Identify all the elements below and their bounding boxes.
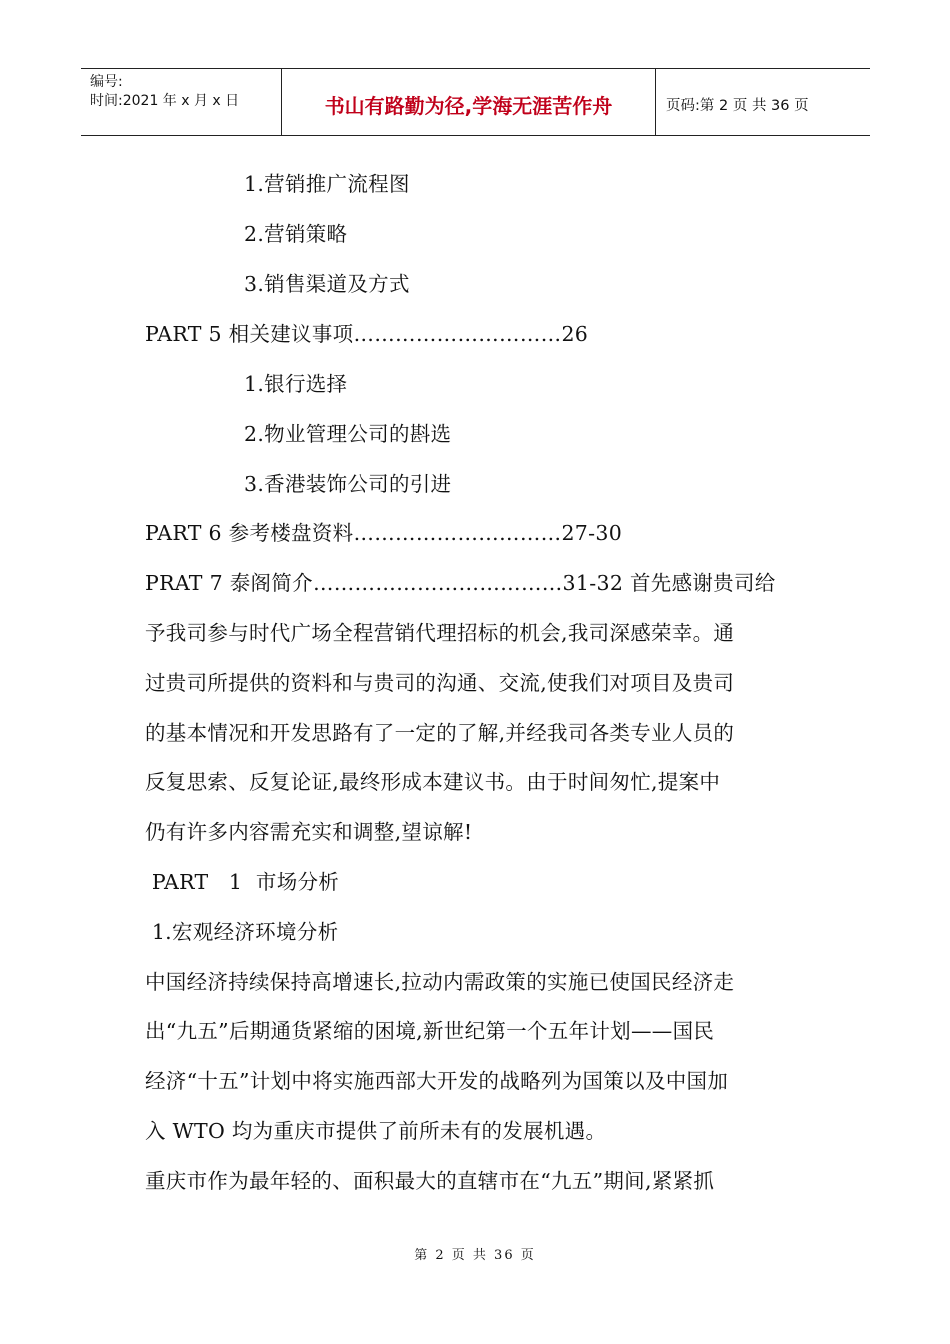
section-heading: PART 1 市场分析 (145, 870, 340, 894)
header-motto: 书山有路勤为径,学海无涯苦作舟 (282, 69, 656, 135)
toc-item: 3.香港装饰公司的引进 (244, 472, 452, 496)
toc-part-heading: PART 5 相关建议事项…………………………26 (145, 322, 589, 346)
paragraph-line: 经济“十五”计划中将实施西部大开发的战略列为国策以及中国加 (145, 1069, 729, 1093)
paragraph-line: 入 WTO 均为重庆市提供了前所未有的发展机遇。 (145, 1119, 607, 1143)
toc-part-heading: PRAT 7 泰阁简介………………………………31-32 首先感谢贵司给 (145, 571, 776, 595)
paragraph-line: 出“九五”后期通货紧缩的困境,新世纪第一个五年计划——国民 (145, 1019, 715, 1043)
toc-item: 2.物业管理公司的斟选 (244, 422, 452, 446)
page-footer: 第 2 页 共 36 页 (414, 1248, 536, 1263)
section-subheading: 1.宏观经济环境分析 (145, 920, 339, 944)
toc-item: 3.销售渠道及方式 (244, 272, 410, 296)
toc-part-heading: PART 6 参考楼盘资料…………………………27-30 (145, 521, 623, 545)
toc-item: 1.银行选择 (244, 372, 348, 396)
paragraph-line: 过贵司所提供的资料和与贵司的沟通、交流,使我们对项目及贵司 (145, 671, 735, 695)
paragraph-line: 反复思索、反复论证,最终形成本建议书。由于时间匆忙,提案中 (145, 770, 721, 794)
header-meta (81, 69, 282, 135)
document-header (81, 68, 870, 136)
paragraph-line: 仍有许多内容需充实和调整,望谅解! (145, 820, 473, 844)
toc-item: 2.营销策略 (244, 222, 348, 246)
paragraph-line: 予我司参与时代广场全程营销代理招标的机会,我司深感荣幸。通 (145, 621, 735, 645)
header-page-info: 页码:第 2 页 共 36 页 (666, 97, 809, 114)
toc-item: 1.营销推广流程图 (244, 172, 410, 196)
paragraph-line: 的基本情况和开发思路有了一定的了解,并经我司各类专业人员的 (145, 721, 735, 745)
header-time-label: 时间:2021 年 x 月 x 日 (90, 93, 240, 109)
header-number-label: 编号: (90, 74, 123, 90)
paragraph-line: 中国经济持续保持高增速长,拉动内需政策的实施已使国民经济走 (145, 970, 735, 994)
paragraph-line: 重庆市作为最年轻的、面积最大的直辖市在“九五”期间,紧紧抓 (145, 1169, 715, 1193)
